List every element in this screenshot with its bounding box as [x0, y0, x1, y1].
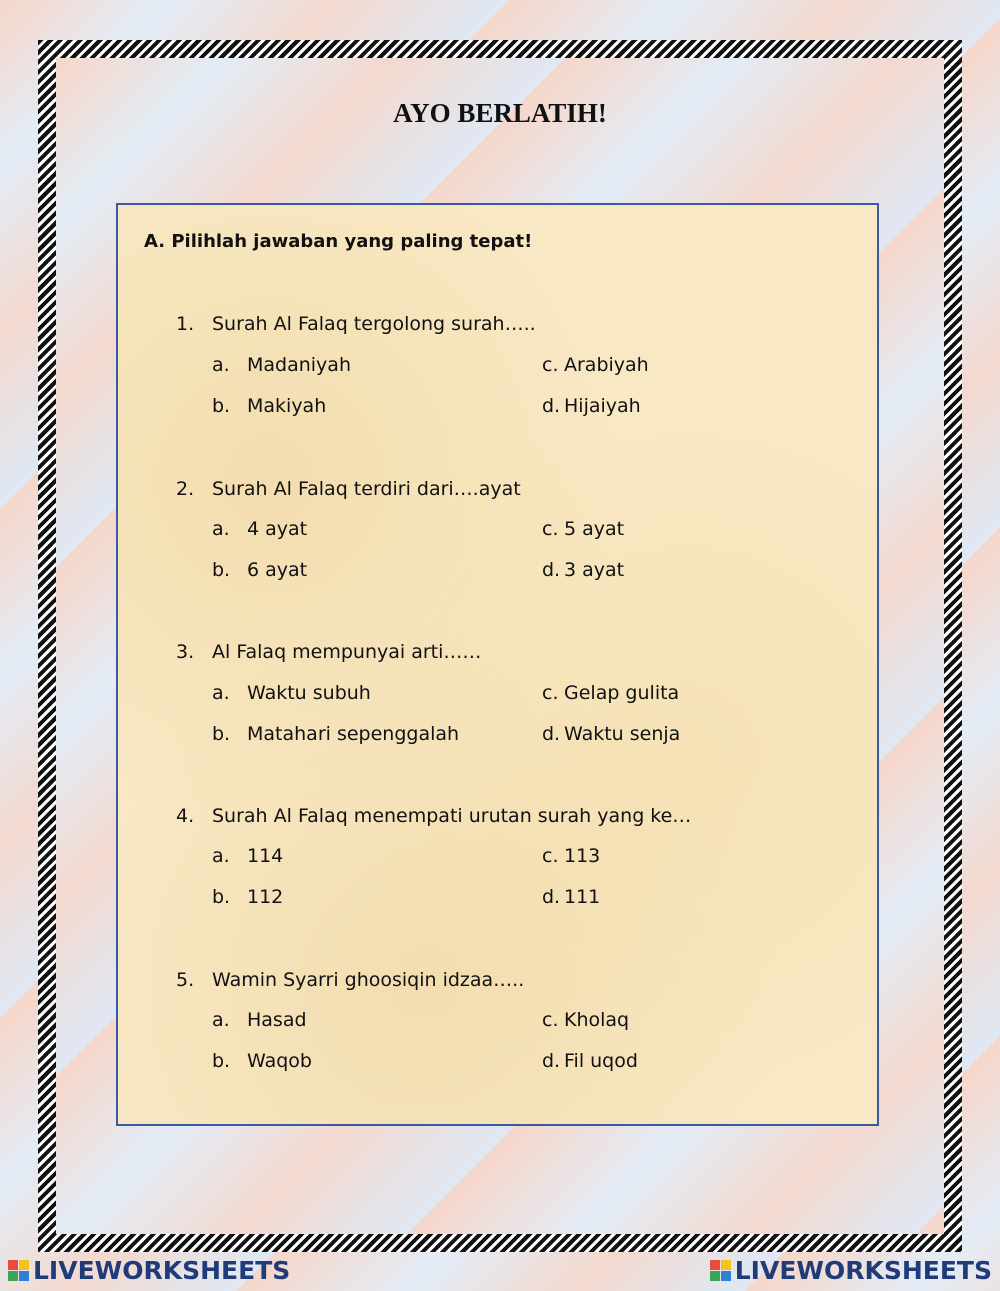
question-number: 2. — [176, 478, 195, 500]
logo-icon — [710, 1260, 731, 1281]
question-number: 1. — [176, 313, 195, 335]
logo-icon — [8, 1260, 29, 1281]
question-number: 4. — [176, 805, 195, 827]
question-text: Al Falaq mempunyai arti…… — [212, 641, 482, 663]
question-text: Surah Al Falaq tergolong surah….. — [212, 313, 536, 335]
question-text: Surah Al Falaq terdiri dari….ayat — [212, 478, 521, 500]
section-heading: A. Pilihlah jawaban yang paling tepat! — [144, 231, 533, 252]
liveworksheets-logo-right: LIVEWORKSHEETS — [710, 1256, 992, 1285]
question-number: 3. — [176, 641, 195, 663]
question-number: 5. — [176, 969, 195, 991]
liveworksheets-logo-left: LIVEWORKSHEETS — [8, 1256, 290, 1285]
question-text: Wamin Syarri ghoosiqin idzaa….. — [212, 969, 525, 991]
page-title: AYO BERLATIH! — [393, 98, 607, 128]
question-panel: A. Pilihlah jawaban yang paling tepat! 1. Surah Al Falaq tergolong surah….. a. Madaniyah c. Arabiyah b. Makiyah d. Hijaiyah 2. Surah Al Falaq terdiri dari….ayat a. 4 ayat c. 5 ayat b. 6 ayat d. 3 ayat 3. Al Falaq mempunyai arti…… a. Waktu subuh c. Gelap gulita b. Matahari sepenggalah d. Waktu senja 4. Surah Al Falaq menempati urutan surah yang ke… a. 114 c. 113 b. 112 d. 111 5. Wamin Syarri ghoosiqin idzaa….. a. Hasad c. Kholaq b. Waqob d. Fil uqod — [116, 203, 879, 1126]
question-text: Surah Al Falaq menempati urutan surah yang ke… — [212, 805, 692, 827]
